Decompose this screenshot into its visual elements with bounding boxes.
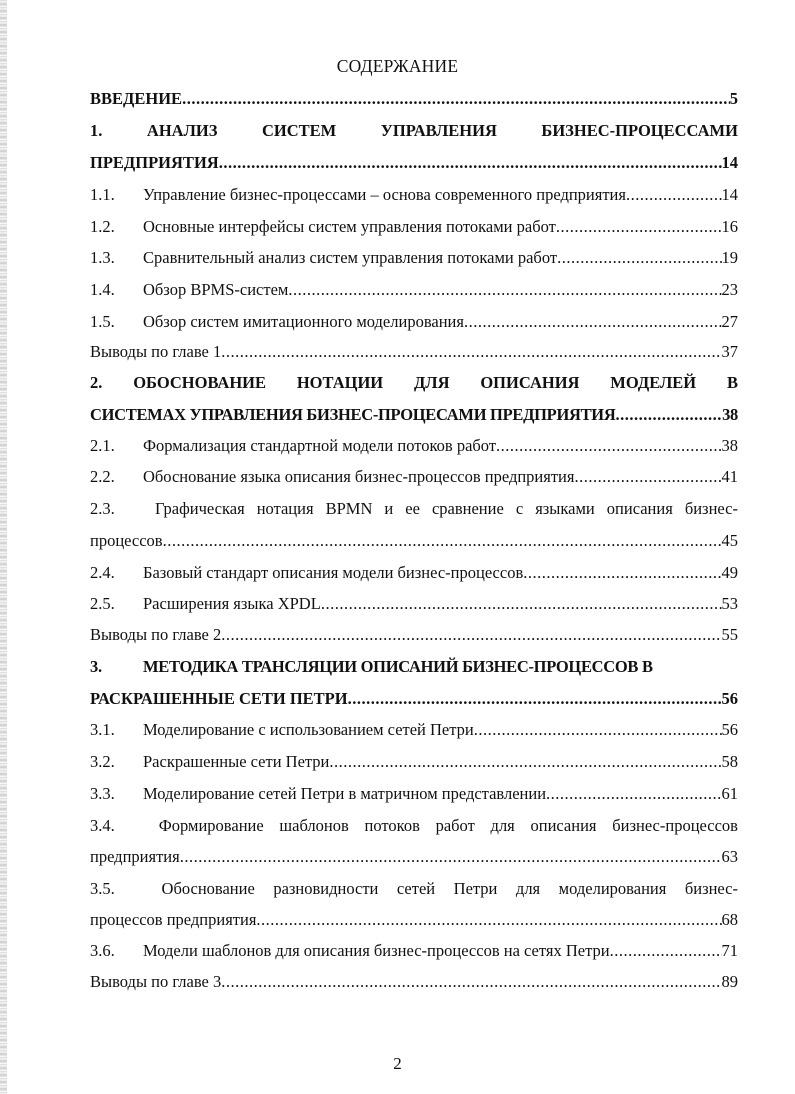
toc-heading-word: МОДЕЛЕЙ (610, 373, 697, 392)
toc-leader-dots (288, 278, 721, 302)
toc-entry-conclusions-2[interactable] (90, 623, 738, 647)
toc-leader-dots (329, 750, 721, 774)
toc-leader-dots (221, 340, 721, 364)
toc-entry-3-3[interactable] (90, 782, 738, 806)
toc-section-number: 1.5. (90, 312, 115, 331)
toc-entry-3-6[interactable] (90, 939, 738, 963)
toc-entry-text: Моделирование сетей Петри в матричном представлении (143, 784, 547, 803)
toc-entry-word: описания (530, 816, 597, 835)
toc-page-number: 49 (721, 563, 738, 582)
toc-chapter-3-line1[interactable] (90, 655, 738, 679)
toc-entry-text: Моделирование с использованием сетей Петри (143, 720, 474, 739)
toc-entry-word: шаблонов (279, 816, 349, 835)
toc-entry-word: с (515, 499, 524, 518)
toc-leader-dots (321, 592, 722, 616)
toc-leader-dots (610, 939, 722, 963)
toc-section-number: 1.1. (90, 185, 115, 204)
page-number: 2 (393, 1054, 402, 1073)
page-title: СОДЕРЖАНИЕ (336, 56, 459, 76)
toc-entry-3-4-line2[interactable] (90, 845, 738, 869)
toc-entry-1-1[interactable] (90, 183, 738, 207)
toc-heading-word: НОТАЦИИ (296, 373, 384, 392)
toc-section-number: 2.4. (90, 563, 115, 582)
toc-entry-text: ВВЕДЕНИЕ (90, 89, 183, 108)
toc-entry-1-2[interactable] (90, 215, 738, 239)
toc-section-number: 2.5. (90, 594, 115, 613)
toc-section-number: 3.3. (90, 784, 115, 803)
toc-entry-word: языками (535, 499, 595, 518)
toc-section-number: 3.4. (90, 816, 115, 835)
toc-leader-dots (556, 215, 722, 239)
toc-page-number: 58 (721, 752, 738, 771)
toc-heading-word: БИЗНЕС-ПРОЦЕССАМИ (541, 121, 738, 140)
toc-entry-3-1[interactable] (90, 718, 738, 742)
toc-entry-text: СИСТЕМАХ УПРАВЛЕНИЯ БИЗНЕС-ПРОЦЕСАМИ ПРЕДПРИЯТИЯ (90, 405, 616, 424)
toc-entry-word: ее (405, 499, 420, 518)
toc-page-number: 38 (722, 405, 738, 424)
toc-entry-word: бизнес- (684, 879, 738, 898)
toc-entry-3-2[interactable] (90, 750, 738, 774)
toc-entry-2-4[interactable] (90, 561, 738, 585)
toc-page-number: 38 (721, 436, 738, 455)
toc-leader-dots (496, 434, 721, 458)
toc-entry-word: BPMN (325, 499, 373, 518)
toc-chapter-number: 2. (90, 373, 103, 392)
toc-entry-word: описания (606, 499, 673, 518)
toc-entry-word: сетей (396, 879, 436, 898)
toc-heading-word: ОПИСАНИЯ (480, 373, 580, 392)
toc-section-number: 3.5. (90, 879, 115, 898)
toc-entry-2-2[interactable] (90, 465, 738, 489)
toc-leader-dots (574, 465, 721, 489)
toc-entry-word: Обоснование (161, 879, 255, 898)
toc-entry-text: Выводы по главе 3 (90, 972, 222, 991)
toc-entry-2-3-line2[interactable] (90, 529, 738, 553)
toc-heading-word: УПРАВЛЕНИЯ (380, 121, 497, 140)
toc-entry-text: Обзор систем имитационного моделирования (143, 312, 464, 331)
toc-leader-dots (474, 718, 722, 742)
toc-leader-dots (348, 687, 722, 711)
toc-entry-2-1[interactable] (90, 434, 738, 458)
toc-page-number: 37 (721, 342, 738, 361)
toc-entry-2-3-line1[interactable] (90, 497, 738, 521)
toc-leader-dots (523, 561, 721, 585)
toc-page-number: 71 (721, 941, 738, 960)
toc-entry-text: процессов (90, 531, 163, 550)
scan-edge (0, 0, 7, 1094)
toc-entry-text: Обзор BPMS-систем (143, 280, 289, 299)
toc-entry-text: Формализация стандартной модели потоков работ (143, 436, 497, 455)
toc-entry-text: Раскрашенные сети Петри (143, 752, 330, 771)
toc-section-number: 1.2. (90, 217, 115, 236)
toc-page-number: 16 (721, 217, 738, 236)
toc-page-number: 61 (721, 784, 738, 803)
toc-section-number: 2.1. (90, 436, 115, 455)
toc-entry-word: для (515, 879, 541, 898)
toc-leader-dots (221, 970, 721, 994)
toc-page-number: 19 (721, 248, 738, 267)
toc-entry-conclusions-3[interactable] (90, 970, 738, 994)
toc-entry-text: МЕТОДИКА ТРАНСЛЯЦИИ ОПИСАНИЙ БИЗНЕС-ПРОЦЕССОВ В (143, 657, 653, 676)
toc-entry-text: Выводы по главе 1 (90, 342, 222, 361)
toc-chapter-number: 1. (90, 121, 103, 140)
toc-heading-word: АНАЛИЗ (146, 121, 218, 140)
toc-entry-1-5[interactable] (90, 310, 738, 334)
toc-section-number: 3.6. (90, 941, 115, 960)
toc-section-number: 1.3. (90, 248, 115, 267)
toc-entry-text: РАСКРАШЕННЫЕ СЕТИ ПЕТРИ (90, 689, 348, 708)
toc-entry-1-3[interactable] (90, 246, 738, 270)
toc-heading-word: ДЛЯ (413, 373, 450, 392)
toc-entry-word: бизнес- (684, 499, 738, 518)
toc-entry-3-4-line1[interactable] (90, 814, 738, 838)
toc-entry-2-5[interactable] (90, 592, 738, 616)
toc-entry-text: предприятия (90, 847, 180, 866)
toc-entry-word: моделирования (558, 879, 667, 898)
toc-entry-word: потоков (364, 816, 420, 835)
toc-section-number: 1.4. (90, 280, 115, 299)
toc-entry-word: Графическая (155, 499, 245, 518)
toc-entry-text: процессов предприятия (90, 910, 257, 929)
toc-chapter-1-line1[interactable] (90, 119, 738, 143)
toc-page-number: 41 (721, 467, 738, 486)
toc-section-number: 2.2. (90, 467, 115, 486)
toc-page-number: 27 (721, 312, 738, 331)
toc-entry-word: разновидности (273, 879, 379, 898)
toc-entry-word: Петри (453, 879, 498, 898)
toc-leader-dots (256, 908, 721, 932)
toc-entry-text: Обоснование языка описания бизнес-процессов предприятия (143, 467, 575, 486)
toc-leader-dots (557, 246, 721, 270)
toc-entry-word: для (490, 816, 515, 835)
toc-leader-dots (546, 782, 721, 806)
toc-entry-intro[interactable] (90, 87, 738, 111)
toc-section-number: 3.1. (90, 720, 115, 739)
toc-entry-word: бизнес-процессов (612, 816, 738, 835)
toc-leader-dots (626, 183, 722, 207)
toc-entry-word: и (384, 499, 394, 518)
toc-page-number: 45 (721, 531, 738, 550)
toc-entry-word: Формирование (158, 816, 264, 835)
toc-entry-word: нотация (256, 499, 314, 518)
toc-page-number: 5 (729, 89, 738, 108)
toc-section-number: 2.3. (90, 499, 115, 518)
toc-entry-conclusions-1[interactable] (90, 340, 738, 364)
toc-entry-text: Выводы по главе 2 (90, 625, 222, 644)
toc-page-number: 14 (721, 153, 738, 172)
toc-page-number: 53 (721, 594, 738, 613)
toc-leader-dots (182, 87, 730, 111)
toc-entry-word: работ (435, 816, 475, 835)
toc-entry-text: Модели шаблонов для описания бизнес-процессов на сетях Петри (143, 941, 610, 960)
toc-section-number: 3.2. (90, 752, 115, 771)
toc-chapter-2-line2[interactable] (90, 403, 738, 427)
toc-entry-word: сравнение (431, 499, 504, 518)
toc-leader-dots (615, 403, 722, 427)
toc-leader-dots (464, 310, 722, 334)
toc-heading-word: В (726, 373, 738, 392)
toc-page-number: 68 (721, 910, 738, 929)
toc-entry-text: Базовый стандарт описания модели бизнес-процессов (143, 563, 524, 582)
toc-heading-word: СИСТЕМ (261, 121, 337, 140)
toc-leader-dots (221, 623, 721, 647)
toc-page-number: 56 (721, 720, 738, 739)
toc-leader-dots (180, 845, 722, 869)
toc-leader-dots (219, 151, 722, 175)
toc-chapter-3-line2[interactable] (90, 687, 738, 711)
toc-leader-dots (163, 529, 722, 553)
toc-entry-3-5-line1[interactable] (90, 877, 738, 901)
toc-entry-text: ПРЕДПРИЯТИЯ (90, 153, 219, 172)
toc-entry-text: Расширения языка XPDL (143, 594, 321, 613)
toc-entry-text: Основные интерфейсы систем управления потоками работ (143, 217, 556, 236)
toc-heading-word: ОБОСНОВАНИЕ (133, 373, 267, 392)
toc-page-number: 55 (721, 625, 738, 644)
toc-page-number: 56 (721, 689, 738, 708)
toc-entry-1-4[interactable] (90, 278, 738, 302)
toc-page-number: 89 (721, 972, 738, 991)
toc-chapter-number: 3. (90, 657, 102, 676)
toc-entry-text: Управление бизнес-процессами – основа современного предприятия (143, 185, 626, 204)
toc-chapter-1-line2[interactable] (90, 151, 738, 175)
toc-page-number: 14 (721, 185, 738, 204)
toc-chapter-2-line1[interactable] (90, 371, 738, 395)
toc-page-number: 63 (721, 847, 738, 866)
toc-entry-3-5-line2[interactable] (90, 908, 738, 932)
toc-entry-text: Сравнительный анализ систем управления потоками работ (143, 248, 558, 267)
toc-page-number: 23 (721, 280, 738, 299)
